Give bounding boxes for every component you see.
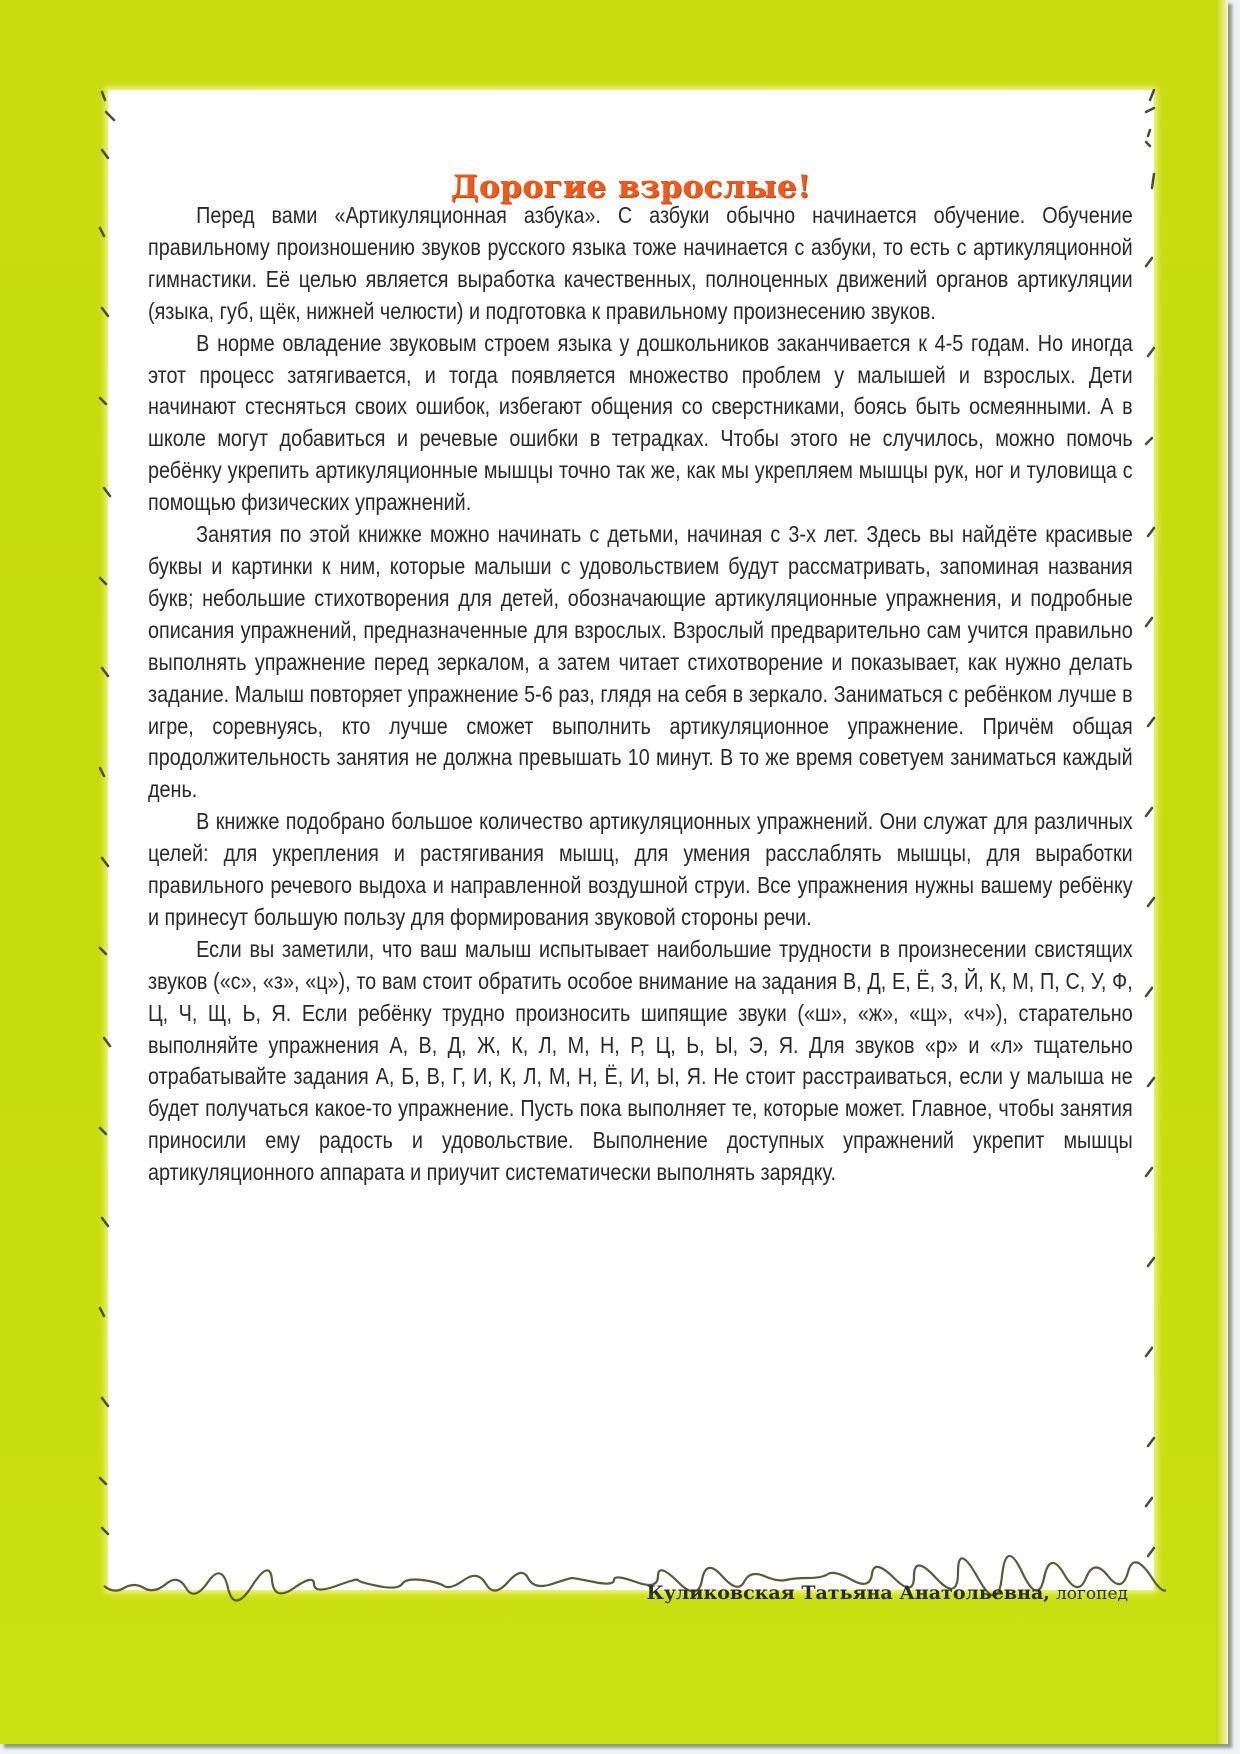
paragraph-norm: В норме овладение звуковым строем языка у дошкольников заканчивается к 4-5 годам. Но иногда этот процесс затягивается, и тогда появляется множество проблем у малышей и взрослых. Дети начинают стесняться своих ошибок, избегают общения со сверстниками, боясь быть осмеянными. А в школе могут добавиться и речевые ошибки в тетрадках. Чтобы этого не случилось, можно помочь ребёнку укрепить артикуляционные мышцы точно так же, как мы укрепляем мышцы рук, ног и туловища с помощью физических упражнений. (148, 329, 1133, 516)
page-edge (1216, 0, 1228, 1744)
paragraph-lessons: Занятия по этой книжке можно начинать с детьми, начиная с 3-х лет. Здесь вы найдёте красивые буквы и картинки к ним, которые малыши с удовольствием будут рассматривать, запоминая названия букв; небольшие стихотворения для детей, обозначающие артикуляционные упражнения, и подробные описания упражнений, предназначенные для взрослых. Взрослый предварительно сам учится правильно выполнять упражнение перед зеркалом, а затем читает стихотворение и показывает, как нужно делать задание. Малыш повторяет упражнение 5-6 раз, глядя на себя в зеркало. Заниматься с ребёнком лучше в игре, соревнуясь, кто лучше сможет выполнить артикуляционное упражнение. Причём общая продолжительность занятия не должна превышать 10 минут. В то же время советуем заниматься каждый день. (148, 521, 1133, 803)
paragraph-exercises: В книжке подобрано большое количество артикуляционных упражнений. Они служат для различных целей: для укрепления и растягивания мышц, для умения расслаблять мышцы, для выработки правильного речевого выдоха и направленной воздушной струи. Все упражнения нужны вашему ребёнку и принесут большую пользу для формирования звуковой стороны речи. (148, 808, 1133, 930)
paragraph-intro: Перед вами «Артикуляционная азбука». С азбуки обычно начинается обучение. Обучение правильному произношению звуков русского языка тоже начинается с азбуки, то есть с артикуляционной гимнастики. Её целью является выработка качественных, полноценных движений органов артикуляции (языка, губ, щёк, нижней челюсти) и подготовка к правильному произнесению звуков. (148, 202, 1133, 324)
page-title: Дорогие взрослые! (450, 168, 812, 205)
author-role: логопед (1055, 1584, 1128, 1604)
author-name: Куликовская Татьяна Анатольевна, (646, 1582, 1050, 1604)
text-panel (108, 90, 1154, 1604)
author-signature (647, 1582, 1128, 1604)
body-text (148, 200, 1133, 1189)
paragraph-sounds: Если вы заметили, что ваш малыш испытывает наибольшие трудности в произнесении свистящих звуков («с», «з», «ц»), то вам стоит обратить особое внимание на задания В, Д, Е, Ё, З, Й, К, М, П, С, У, Ф, Ц, Ч, Щ, Ь, Я. Если ребёнку трудно произносить шипящие звуки («ш», «ж», «щ», «ч»), старательно выполняйте упражнения А, В, Д, Ж, К, Л, М, Н, Р, Ц, Ь, Ы, Э, Я. Для звуков «р» и «л» тщательно отрабатывайте задания А, Б, В, Г, И, К, Л, М, Н, Ё, И, Ы, Я. Не стоит расстраиваться, если у малыша не будет получаться какое-то упражнение. Пусть пока выполняет те, которые может. Главное, чтобы занятия приносили ему радость и удовольствие. Выполнение доступных упражнений укрепит мышцы артикуляционного аппарата и приучит систематически выполнять зарядку. (148, 935, 1133, 1186)
